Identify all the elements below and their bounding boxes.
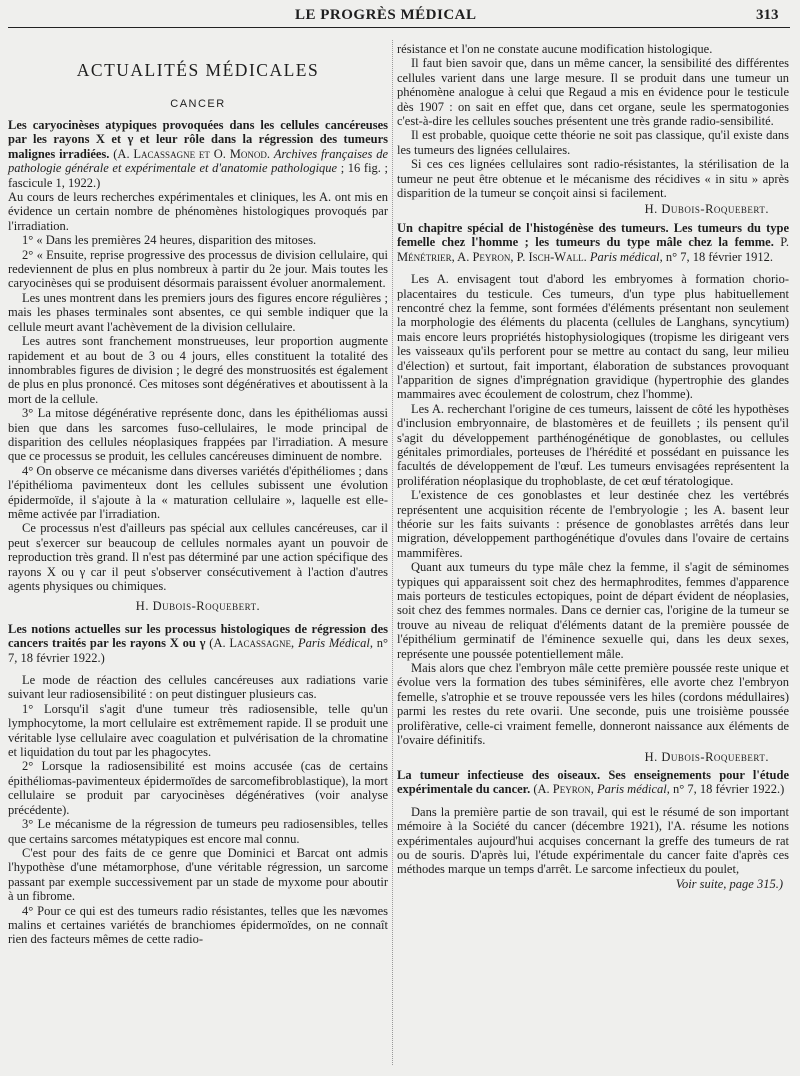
paragraph: 1° Lorsqu'il s'agit d'une tumeur très radiosensible, telle qu'un lymphocytome, la mort cellulaire est extrêmement rapide. Il se produit une véritable lyse cellulaire avec coagulation et pulvérisation de la chromatine et liquidation du tout par les phagocytes. <box>8 701 388 760</box>
article-ref-journal: Paris Médical <box>297 636 370 651</box>
paragraph: 3° La mitose dégénérative représente donc, dans les épithéliomas aussi bien que dans les sarcomes fuso-cellulaires, le mode principal de disparition des cellules néoplasiques frappées par l'irradiation. A mesure que ce processus se produit, les cellules cancéreuses diminuent de nombre. <box>8 406 388 464</box>
paragraph: Il est probable, quoique cette théorie ne soit pas classique, qu'il existe dans les tumeurs des lignées cellulaires. <box>397 128 789 157</box>
article-title-text: Les notions actuelles sur les processus histologiques de régression des cancers traités par les rayons X ou γ <box>8 621 388 651</box>
paragraph: 2° « Ensuite, reprise progressive des processus de division cellulaire, qui redeviennent de plus en plus nombreux à partir du 2e jour. Mais toutes les caryocinèses qui se produisent désormais paraissent évoluer anormalement. <box>8 247 388 291</box>
paragraph: 4° On observe ce mécanisme dans diverses variétés d'épithéliomes ; dans l'épithélioma pavimenteux dont les cellules subissent une évolution épidermoïde, il s'ajoute à la « maturation cellulaire », laquelle est elle-même activée par l'irradiation. <box>8 463 388 521</box>
paragraph: Le mode de réaction des cellules cancéreuses aux radiations varie suivant leur radiosensibilité : on peut distinguer plusieurs cas. <box>8 673 388 702</box>
article-title <box>8 118 388 190</box>
continuation-note[interactable]: Voir suite, page 315.) <box>675 876 783 891</box>
paragraph: Au cours de leurs recherches expérimentales et cliniques, les A. ont mis en évidence un certain nombre de phénomènes histologiques provoqués par l'irradiation. <box>8 190 388 233</box>
signature: H. Dubois-Roquebert. <box>135 599 261 614</box>
article-title <box>8 622 388 665</box>
article-title <box>397 221 789 264</box>
paragraph: C'est pour des faits de ce genre que Dominici et Barcat ont admis l'hypothèse d'une métamorphose, d'une véritable régression, un sarcome passant par exemple successivement par un stade de myxome pour aboutir à un fibrome. <box>8 845 388 904</box>
article-ref-authors: (A. Lacassagne, <box>205 636 298 651</box>
article-ref-tail: , n° 7, 18 février 1912. <box>659 249 773 264</box>
paragraph: Ce processus n'est d'ailleurs pas spécial aux cellules cancéreuses, car il peut s'exercer sur beaucoup de cellules normales ayant un pouvoir de reproduction très grand. Il n'est pas déterminé par une action spécifique des rayons X ou γ car il peut s'observer consécutivement à l'action d'autres agents physiques ou chimiques. <box>8 521 388 593</box>
running-title: LE PROGRÈS MÉDICAL <box>295 7 477 23</box>
section-title: ACTUALITÉS MÉDICALES <box>76 60 320 80</box>
paragraph: Il faut bien savoir que, dans un même cancer, la sensibilité des différentes cellules varient dans une large mesure. Il se produit dans une tumeur un phénomène analogue à celui que Regaud a mis en évidence pour le testicule dès 1907 : on sait en effet que, dans cet organe, seule les spermatogonies c'est-à-dire les cellules souches présentent une très grande radio-sensibilité. <box>397 56 789 129</box>
page-header <box>0 0 800 26</box>
left-column <box>8 118 388 947</box>
article-ref-authors: (A. Lacassagne et O. Monod. <box>109 146 274 161</box>
article-ref-authors: (A. Peyron, <box>530 782 597 797</box>
paragraph: 4° Pour ce qui est des tumeurs radio résistantes, telles que les nævomes malins et certaines variétés de branchiomes épidermoïdes, on ne connaît rien des facteurs mêmes de cette radio- <box>8 903 388 947</box>
paragraph: L'existence de ces gonoblastes et leur destinée chez les vertébrés représentent une acquisition récente de l'embryologie ; les A. basent leur théorie sur les faits suivants : présence de gonoblastes arrêtés dans leur migration, développement parthogénétique d'ovules dans l'ovaire de certains mammifères. <box>397 488 789 560</box>
article-title-text: La tumeur infectieuse des oiseaux. Ses enseignements pour l'étude expérimentale du cancer. <box>397 767 789 797</box>
right-column <box>397 42 789 891</box>
signature: H. Dubois-Roquebert. <box>644 749 769 764</box>
paragraph: Si ces ces lignées cellulaires sont radio-résistantes, la stérilisation de la tumeur ne peut être obtenue et le mécanisme des récidives « in situ » après disparition de la tumeur se conçoit ainsi si facilement. <box>397 157 789 201</box>
paragraph: 3° Le mécanisme de la régression de tumeurs peu radiosensibles, telles que certains sarcomes métatypiques est encore mal connu. <box>8 817 388 846</box>
article-ref-journal: Paris médical <box>596 782 667 797</box>
article-title-text: Un chapitre spécial de l'histogénèse des tumeurs. Les tumeurs du type femelle chez l'homme ; les tumeurs du type mâle chez la femme. <box>397 220 789 250</box>
article-title <box>397 768 789 797</box>
paragraph: Les unes montrent dans les premiers jours des figures encore régulières ; mais les phases terminales sont absentes, ce qui semble indiquer que la cellule meurt avant l'achèvement de la division cellulaire. <box>8 290 388 334</box>
column-divider <box>392 40 393 1065</box>
paragraph: Les A. recherchant l'origine de ces tumeurs, laissent de côté les hypothèses d'inclusion embryonnaire, de blastomères et de feuillets ; ils pensent qu'il s'agit du développement parthénogénétique de gonoblastes, ou cellules génitales primordiales, porteuses de l'hérédité et possédant en puissance les facultés de développement de l'œuf. Les tumeurs envisagées représentent la prolifération néoplasique du trophoblaste, de cet œuf tératologique. <box>397 401 789 488</box>
paragraph: Mais alors que chez l'embryon mâle cette première poussée reste unique et évolue vers la formation des tubes séminifères, elle avorte chez l'embryon femelle, s'atrophie et se trouve repoussée vers les hiles (cordons médullaires) parmi les restes du rete ovarii. Une seconde, puis une troisième poussée prolifèrative, celle-ci vraiment femelle, donneront naissance aux éléments de l'ovaire définitifs. <box>397 661 789 748</box>
article-ref-authors: P. Ménétrier, A. Peyron, P. Isch-Wall. <box>397 235 789 264</box>
article-ref-journal: Archives françaises de pathologie générale et expérimentale et d'anatomie pathologique <box>8 146 388 176</box>
paragraph: 1° « Dans les premières 24 heures, disparition des mitoses. <box>22 233 317 248</box>
section-subtitle: CANCER <box>170 98 226 110</box>
paragraph: Dans la première partie de son travail, qui est le résumé de son important mémoire à la Société du cancer (décembre 1921), l'A. résume les notions expérimentales aujourd'hui acquises concernant la greffe des tumeurs de rat ou de souris. D'après lui, l'étude expérimentale du cancer faite d'après ces méthodes marque un temps d'arrêt. Le sarcome infectieux du poulet, <box>397 804 789 877</box>
paragraph: Les A. envisagent tout d'abord les embryomes à formation chorio-placentaires du testicule. Ces tumeurs, d'un type plus habituellement rencontré chez la femme, sont formées d'éléments présentant non seulement la morphologie des éléments du placenta (cellules de Langhans, syncytium) mais encore leurs propriétés histophysiologiques (tropisme les dirigeant vers les vaisseaux qu'ils perforent pour se mettre au contact du sang, leur milieu d'élection) et surtout, fait important, élaboration de substances provoquant l'apparition de signes d'imprégnation gravidique (hypertrophie des glandes mammaires avec écoulement de colostrum, chez l'homme). <box>397 272 789 402</box>
page-number: 313 <box>756 7 779 23</box>
article-ref-tail: , n° 7, 18 février 1922.) <box>666 782 785 797</box>
article-title-text: Les caryocinèses atypiques provoquées dans les cellules cancéreuses par les rayons X et γ et leur rôle dans la régression des tumeurs malignes irradiées. <box>8 118 388 161</box>
header-rule <box>8 27 790 28</box>
paragraph: 2° Lorsque la radiosensibilité est moins accusée (cas de certains épithéliomas-pavimenteux épidermoïdes de sarcomefibroblastique), la mort cellulaire se produit par caryocinèses dégénératives (voir analyse précédente). <box>8 759 388 817</box>
paragraph: Quant aux tumeurs du type mâle chez la femme, il s'agit de séminomes typiques qui apparaissent soit chez des hermaphrodites, femmes d'apparence mais porteurs de testicules ectopiques, point de départ évident de néoplasies, soit chez des femmes normales. Dans ce dernier cas, l'origine de la tumeur se trouve au niveau de reliquat d'éléments datant de la première poussée de l'épithélium germinatif de l'éminence sexuelle qui, dans les deux sexes, représente une poussée potentiellement mâle. <box>397 560 789 661</box>
article-ref-tail: , n° 7, 18 février 1922.) <box>8 636 389 665</box>
article-ref-journal: Paris médical <box>589 249 660 264</box>
signature: H. Dubois-Roquebert. <box>644 202 769 217</box>
paragraph: Les autres sont franchement monstrueuses, leur proportion augmente rapidement et au bout de 3 ou 4 jours, elles constituent la totalité des innombrables figures de division ; le degré des monstruosités est également de plus en plus prononcé. Ces mitoses sont dégénératives et aboutissent à la mort de la cellule. <box>8 334 388 406</box>
paragraph: résistance et l'on ne constate aucune modification histologique. <box>397 42 713 56</box>
article-ref-tail: ; 16 fig. ; fascicule 1, 1922.) <box>8 161 388 190</box>
